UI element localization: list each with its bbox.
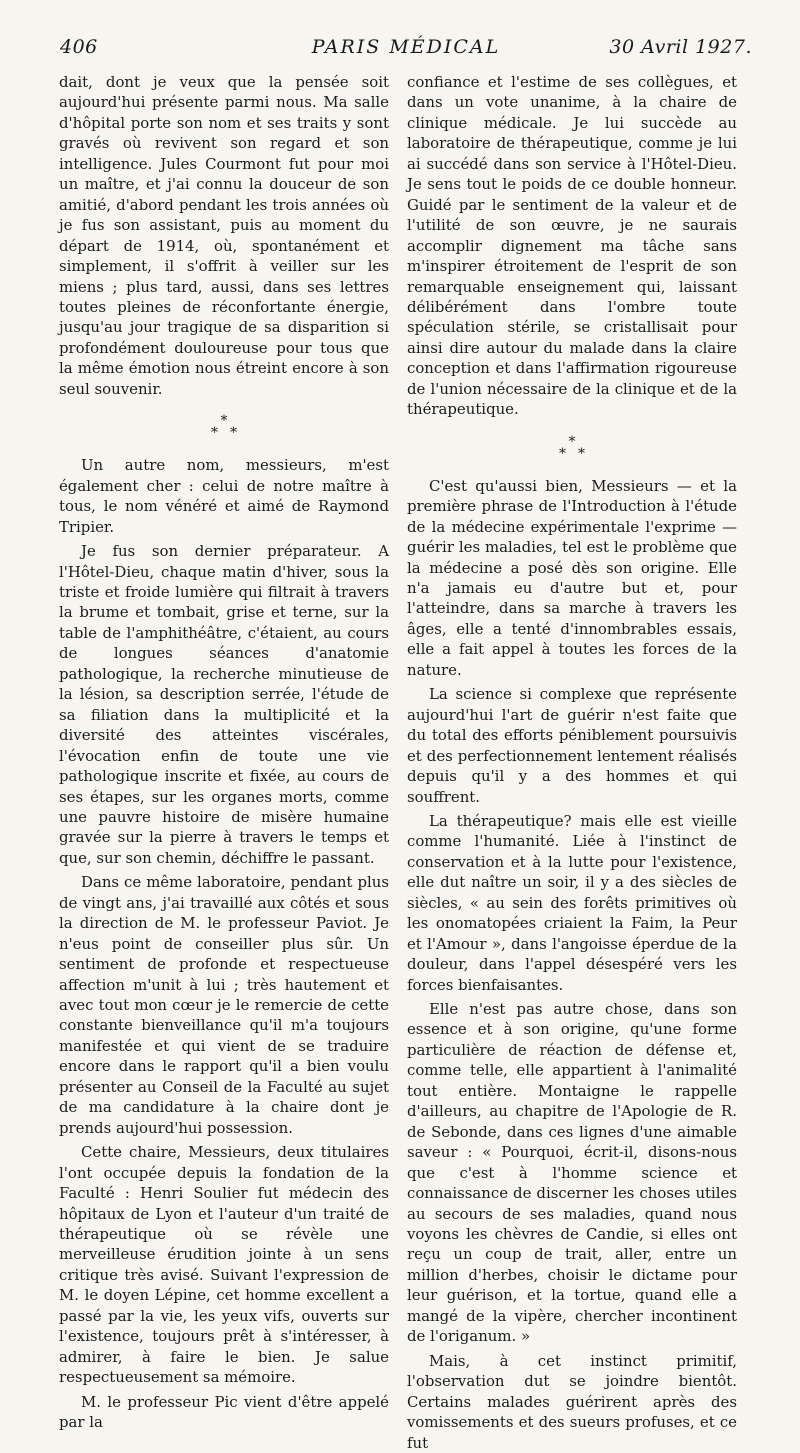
paragraph: La science si complexe que représente aujourd'hui l'art de guérir n'est faite que du total des efforts péniblement poursuivis et des perfectionnement lentement réalisés depuis qu'il y a des hommes et qui souffrent. <box>407 685 737 806</box>
asterism-top-star: * <box>568 433 576 450</box>
paragraph: Mais, à cet instinct primitif, l'observation dut se joindre bientôt. Certains malades guérirent après des vomissements et des sueurs profuses, et ce fut <box>407 1351 737 1452</box>
asterism-bottom-stars: ** <box>211 425 249 442</box>
asterism-separator <box>59 415 389 445</box>
paragraph: Cette chaire, Messieurs, deux titulaires l'ont occupée depuis la fondation de la Faculté : Henri Soulier fut médecin des hôpitaux de Lyon et l'auteur d'un traité de thérapeutique où se révèle une merveilleuse érudition jointe à un sens critique très avisé. Suivant l'expression de M. le doyen Lépine, cet homme excellent a passé par la vie, les yeux vifs, ouverts sur l'existence, toujours prêt à s'intéresser, à admirer, à faire le bien. Je salue respectueusement sa mémoire. <box>59 1143 389 1387</box>
paragraph: confiance et l'estime de ses collègues, et dans un vote unanime, à la chaire de clinique médicale. Je lui succède au laboratoire de thérapeutique, comme je lui ai succédé dans son service à l'Hôtel-Dieu. Je sens tout le poids de ce double honneur. Guidé par le sentiment de la valeur et de l'utilité de son œuvre, je ne saurais accomplir dignement ma tâche sans m'inspirer étroitement de l'esprit de son remarquable enseignement qui, laissant délibérément dans l'ombre toute spéculation stérile, se cristallisait pour ainsi dire autour du malade dans la claire conception et dans l'affirmation rigoureuse de l'union nécessaire de la clinique et de la thérapeutique. <box>407 73 737 419</box>
journal-title: PARIS MÉDICAL <box>311 36 501 58</box>
asterism-bottom-stars: ** <box>559 445 597 462</box>
paragraph: C'est qu'aussi bien, Messieurs — et la première phrase de l'Introduction à l'étude de la médecine expérimentale l'exprime — guérir les maladies, tel est le problème que la médecine a posé dès son origine. Elle n'a jamais eu d'autre but et, pour l'atteindre, dans sa marche à travers les âges, elle a tenté d'innombrables essais, elle a fait appel à toutes les forces de la nature. <box>407 476 737 679</box>
paragraph: Un autre nom, messieurs, m'est également cher : celui de notre maître à tous, le nom vénéré et aimé de Raymond Tripier. <box>59 456 389 536</box>
page-header <box>60 36 752 70</box>
paragraph: dait, dont je veux que la pensée soit aujourd'hui présente parmi nous. Ma salle d'hôpital porte son nom et ses traits y sont gravés où revivent son regard et son intelligence. Jules Courmont fut pour moi un maître, et j'ai connu la douceur de son amitié, d'abord pendant les trois années où je fus son assistant, puis au moment du départ de 1914, où, spontanément et simplement, il s'offrit à veiller sur les miens ; plus tard, aussi, dans ses lettres toutes pleines de réconfortante énergie, jusqu'au jour tragique de sa disparition si profondément douloureuse pour tous que la même émotion nous étreint encore à son seul souvenir. <box>59 73 389 398</box>
issue-date: 30 Avril 1927. <box>609 36 752 58</box>
paragraph: La thérapeutique? mais elle est vieille comme l'humanité. Liée à l'instinct de conservation et à la lutte pour l'existence, elle dut naître un soir, il y a des siècles de siècles, « au sein des forêts primitives où les onomatopées criaient la Faim, la Peur et l'Amour », dans l'angoisse éperdue de la douleur, dans l'appel désespéré vers les forces bienfaisantes. <box>407 811 737 994</box>
paragraph: Je fus son dernier préparateur. A l'Hôtel-Dieu, chaque matin d'hiver, sous la triste et froide lumière qui filtrait à travers la brume et tombait, grise et terne, sur la table de l'amphithéâtre, c'étaient, au cours de longues séances d'anatomie pathologique, la recherche minutieuse de la lésion, sa description serrée, l'étude de sa filiation dans la multiplicité et la diversité des atteintes viscérales, l'évocation enfin de toute une vie pathologique inscrite et fixée, au cours de ses étapes, sur les organes morts, comme une pauvre histoire de misère humaine gravée sur la pierre à travers le temps et que, sur son chemin, déchiffre le passant. <box>59 542 389 867</box>
paragraph: Elle n'est pas autre chose, dans son essence et à son origine, qu'une forme particulière de réaction de défense et, comme telle, elle appartient à l'animalité tout entière. Montaigne le rappelle d'ailleurs, au chapitre de l'Apologie de R. de Sebonde, dans ces lignes d'une aimable saveur : « Pourquoi, écrit-il, disons-nous que c'est à l'homme science et connaissance de discerner les choses utiles au secours de ses maladies, quand nous voyons les chèvres de Candie, si elles ont reçu un coup de trait, aller, entre un million d'herbes, choisir le dictame pour leur guérison, et la tortue, quand elle a mangé de la vipère, chercher incontinent de l'origanum. » <box>407 1000 737 1346</box>
paragraph: M. le professeur Pic vient d'être appelé par la <box>59 1392 389 1432</box>
asterism-top-star: * <box>220 413 228 430</box>
left-column <box>59 72 389 1433</box>
asterism-separator <box>407 433 737 466</box>
paragraph: Dans ce même laboratoire, pendant plus de vingt ans, j'ai travaillé aux côtés et sous la direction de M. le professeur Paviot. Je n'eus point de conseiller plus sûr. Un sentiment de profonde et respectueuse affection m'unit à lui ; très hautement et avec tout mon cœur je le remercie de cette constante bienveillance qu'il m'a toujours manifestée et qui vient de se traduire encore dans le rapport qu'il a bien voulu présenter au Conseil de la Faculté au sujet de ma candidature à la chaire dont je prends aujourd'hui possession. <box>59 873 389 1137</box>
page-number: 406 <box>60 36 98 58</box>
right-column <box>407 72 737 1453</box>
